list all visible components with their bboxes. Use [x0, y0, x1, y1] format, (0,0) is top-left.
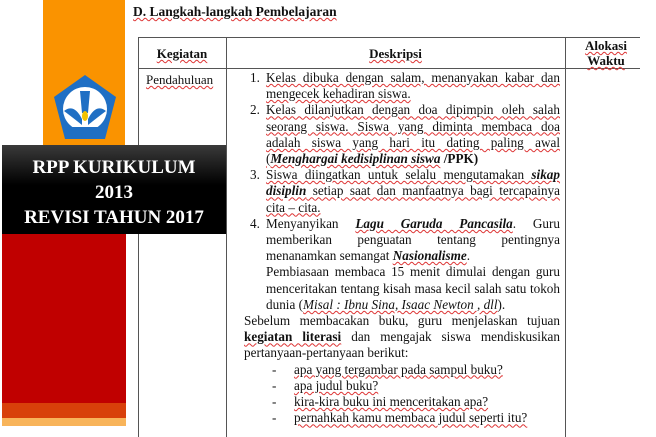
title-banner — [2, 145, 226, 234]
table-top-border — [138, 37, 640, 38]
column-divider — [226, 37, 227, 437]
list-item: 2. Kelas dilanjutkan dengan doa dipimpin oleh salah seorang siswa. Siswa yang diminta membaca doa adalah siswa yang hari itu dating paling awal (Menghargai kedisiplinan siswa /PPK) — [250, 102, 560, 167]
kegiatan-pendahuluan: Pendahuluan — [146, 72, 214, 87]
sebelum-paragraph: Sebelum membacakan buku, guru menjelaskan tujuan kegiatan literasi dan mengajak siswa mendiskusikan pertanyaan-pertanyaan berikut: — [244, 313, 560, 361]
list-item: 4. Menyanyikan Lagu Garuda Pancasila. Guru memberikan penguatan tentang pentingnya menanamkan semangat Nasionalisme. — [250, 215, 560, 264]
red-strip — [2, 230, 126, 404]
question-item: - pernahkah kamu membaca judul seperti itu? — [272, 410, 528, 426]
question-item: - kira-kira buku ini menceritakan apa? — [272, 394, 489, 410]
banner-line-1: RPP KURIKULUM — [32, 157, 196, 178]
red-strip-bottom — [2, 403, 126, 418]
section-title: D. Langkah-langkah Pembelajaran — [133, 4, 337, 19]
list-item: 1. Kelas dibuka dengan salam, menanyakan kabar dan mengecek kehadiran siswa. — [250, 70, 560, 102]
header-alokasi-waktu: Alokasi Waktu — [585, 38, 627, 68]
question-item: - apa judul buku? — [272, 377, 379, 393]
question-item: - apa yang tergambar pada sampul buku? — [272, 361, 503, 377]
banner-line-3: REVISI TAHUN 2017 — [24, 207, 204, 228]
header-bottom-border — [138, 68, 640, 69]
tut-wuri-handayani-logo-icon — [50, 73, 120, 143]
light-orange-strip — [2, 418, 126, 426]
description-cell — [244, 70, 560, 426]
column-divider — [565, 37, 566, 437]
header-deskripsi: Deskripsi — [369, 46, 422, 61]
banner-line-2: 2013 — [95, 182, 133, 203]
header-kegiatan: Kegiatan — [156, 46, 208, 61]
list-item: 3. Siswa diingatkan untuk selalu mengutamakan sikap disiplin setiap saat dan manfaatnya bagi tercapainya cita – cita. — [250, 167, 560, 215]
pembiasaan-paragraph: Pembiasaan membaca 15 menit dimulai dengan guru menceritakan tentang kisah masa kecil salah satu tokoh dunia (Misal : Ibnu Sina, Isaac Newton , dll). — [266, 264, 560, 312]
